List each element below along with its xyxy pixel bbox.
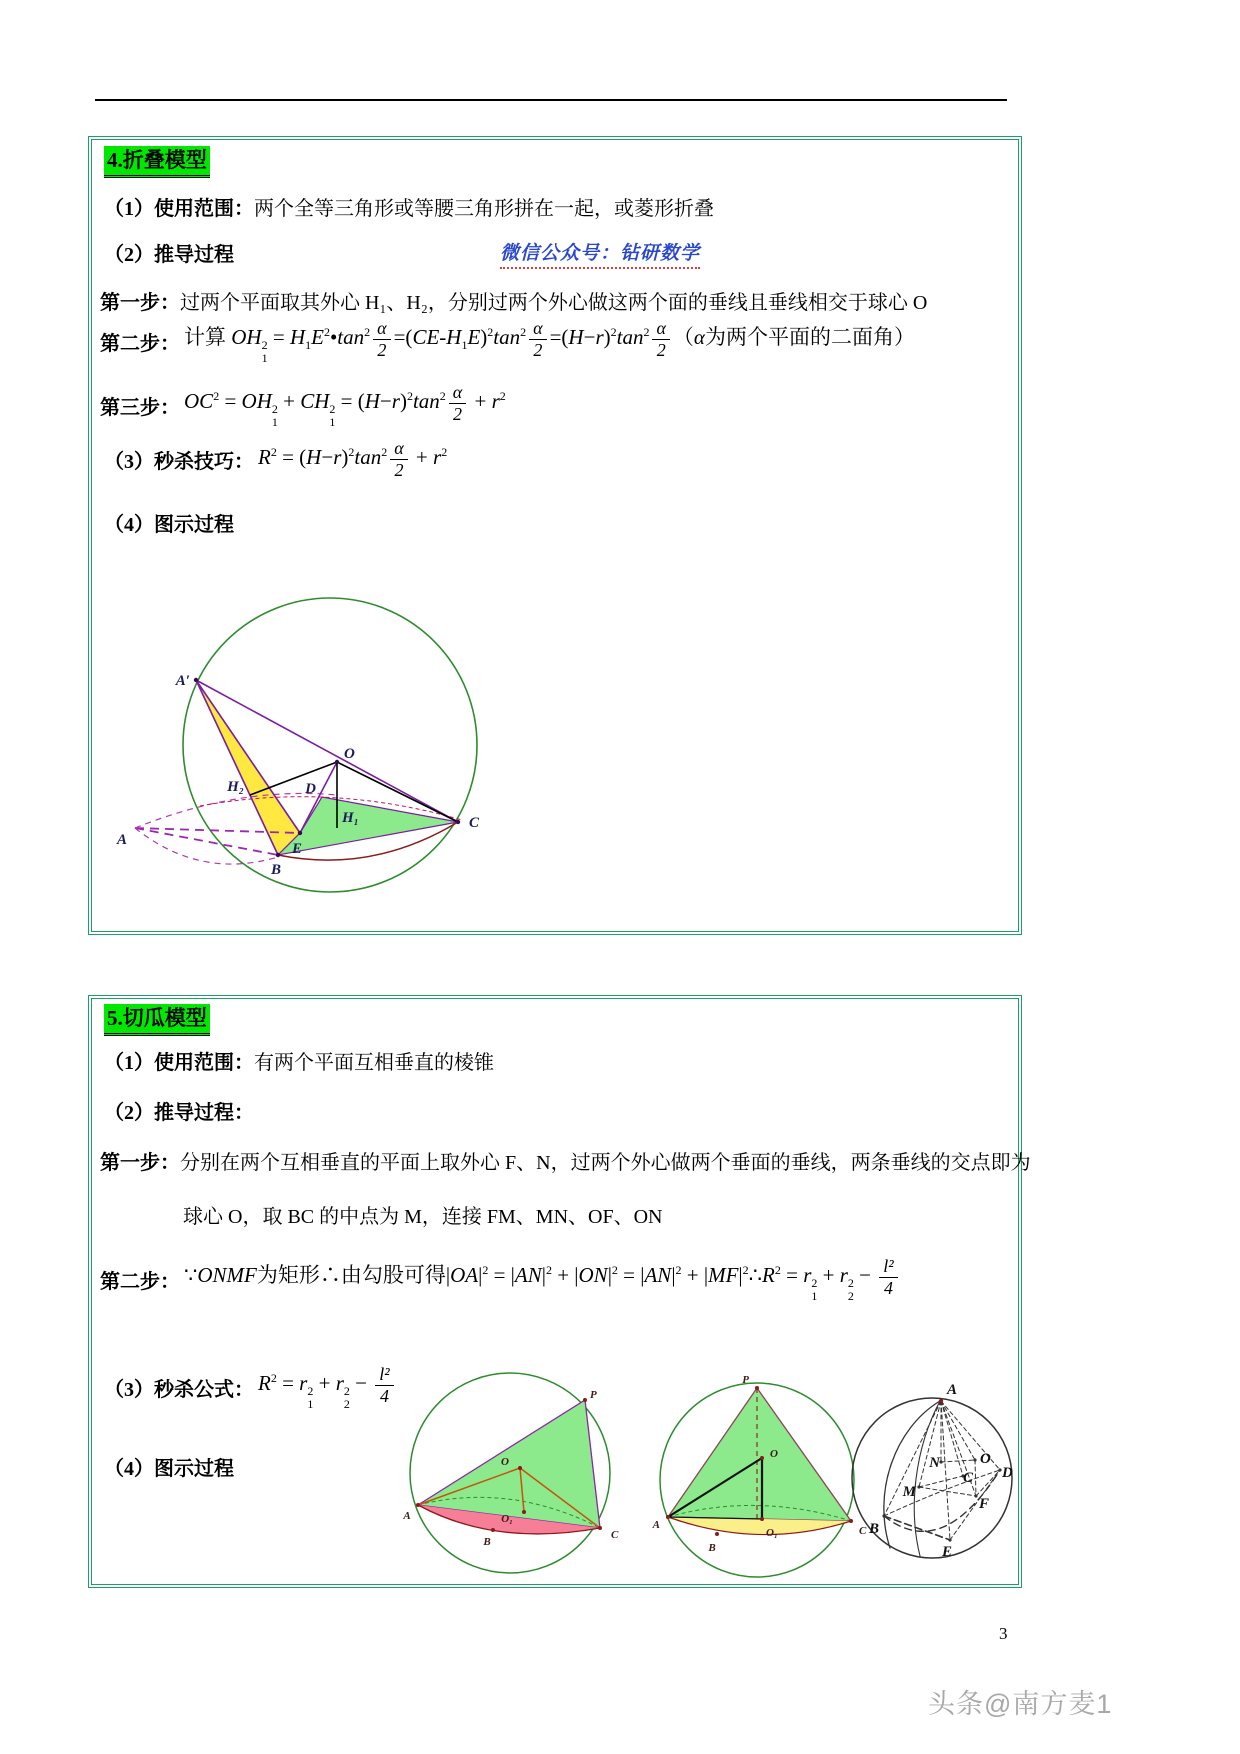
melon-figure-1 — [402, 1373, 619, 1573]
section5-item4 — [104, 1452, 234, 1481]
section4-step1-label: 第一步： — [100, 292, 180, 314]
section4-step3-label: 第三步： — [100, 396, 180, 419]
label-B: B — [270, 862, 282, 878]
section5-item2-label: （2）推导过程： — [104, 1102, 254, 1124]
section5-item1-label: （1）使用范围： — [104, 1052, 254, 1074]
section4-step2-formula: 计算 OH 2 1 = $H_1E^2•\tan^2$ $\frac{\alpha}{2}$ $=(CE-H_1E)^2\tan^2$ $\frac{\alpha}{2}$ $=(H-r)^2\tan^2$ $\frac{\alpha}{2}$ （α为两个平面的二面角） — [184, 318, 915, 365]
section4-item4 — [104, 508, 234, 537]
label-O: O — [344, 746, 355, 762]
section5-item3 — [104, 1364, 397, 1410]
melon-figure-3-sphere — [852, 1382, 1013, 1560]
section4-item1-text: 两个全等三角形或等腰三角形拼在一起，或菱形折叠 — [254, 198, 714, 220]
section5-item3-formula: $R^2 = r$ 2 1 + r 2 2 − $\frac{\text{l²}}{4}$ — [258, 1364, 397, 1410]
melon-model-diagrams — [395, 1370, 1020, 1582]
label-O-1: O — [501, 1456, 509, 1468]
label-D-3: D — [1002, 1465, 1013, 1481]
label-H2: H₂ — [227, 779, 244, 795]
label-P-2: P — [742, 1374, 749, 1386]
label-C-1: C — [611, 1529, 619, 1541]
dashed-pyramid-edges — [884, 1401, 1000, 1540]
section5-item4-label: （4）图示过程 — [104, 1458, 234, 1480]
label-B-3: B — [868, 1521, 879, 1537]
label-F-3: F — [979, 1496, 990, 1512]
label-H1: H₁ — [342, 810, 359, 826]
dashed-ellipse-lower — [135, 828, 278, 864]
section4-item2 — [104, 238, 234, 267]
section4-step1-text: 过两个平面取其外心 H₁、H₂，分别过两个外心做这两个面的垂线且垂线相交于球心 O — [180, 292, 928, 314]
section4-item1-label: （1）使用范围： — [104, 198, 254, 220]
section5-item3-label: （3）秒杀公式： — [104, 1378, 254, 1401]
label-O-2: O — [770, 1448, 778, 1460]
label-O-3: O — [980, 1451, 991, 1467]
label-A-3: A — [947, 1382, 958, 1398]
section4-item2-label: （2）推导过程 — [104, 244, 234, 266]
section4-item3-label: （3）秒杀技巧： — [104, 450, 254, 473]
section4-item3-formula: $R^2 = (H-r)^2\tan^2$ $\frac{\alpha}{2}$ + $r^2$ — [258, 438, 448, 480]
watermark: 头条@南方麦1 — [928, 1689, 1113, 1719]
section5-step2 — [100, 1256, 901, 1302]
page-number: 3 — [999, 1624, 1008, 1643]
section5-step1-text1: 分别在两个互相垂直的平面上取外心 F、N，过两个外心做两个垂面的垂线，两条垂线的交点即为 — [180, 1152, 1031, 1174]
melon-figure-2 — [652, 1374, 867, 1577]
label-C-3: C — [963, 1470, 974, 1486]
section4-step3 — [100, 382, 506, 428]
label-O1-2: O₁ — [766, 1527, 778, 1539]
label-B-1: B — [483, 1536, 491, 1548]
header-rule — [95, 99, 1007, 101]
label-A-2: A — [652, 1519, 660, 1531]
label-A-prime: A′ — [175, 673, 190, 689]
yellow-folded-triangle — [196, 680, 303, 857]
section5-item2 — [104, 1096, 254, 1125]
label-N-3: N — [929, 1455, 940, 1471]
label-A: A — [116, 832, 128, 848]
section5-item1-text: 有两个平面互相垂直的棱锥 — [254, 1052, 494, 1074]
label-D: D — [305, 781, 316, 797]
dots-3 — [939, 1399, 943, 1403]
section4-item3 — [104, 438, 447, 480]
section5-step1-label: 第一步： — [100, 1152, 180, 1174]
section5-step1-line1 — [100, 1146, 1031, 1175]
meridian-arc-2 — [914, 1401, 940, 1556]
section4-step1 — [100, 286, 927, 315]
section5-title: 5.切瓜模型 — [104, 1004, 210, 1036]
label-M-3: M — [902, 1484, 916, 1500]
green-base-triangle — [278, 797, 458, 855]
label-P-1: P — [590, 1389, 597, 1401]
section4-item1 — [104, 192, 714, 221]
label-A-1: A — [403, 1510, 411, 1522]
section5-step1-line2 — [183, 1200, 663, 1229]
section5-step2-label: 第二步： — [100, 1270, 180, 1293]
wechat-account-note: 微信公众号：钻研数学 — [500, 238, 700, 269]
label-O1-1: O₁ — [501, 1513, 513, 1525]
section5-step2-formula: ∵ONMF为矩形∴由勾股可得$|OA|^2 = |AN|^2 + |ON|^2 = |AN|^2$ + $|MF|^2\therefore R^2 = r$ 2 1 + r 2 2 − $\frac{\text{l²}}{4}$ — [184, 1256, 901, 1302]
section4-title: 4.折叠模型 — [104, 146, 210, 178]
label-E-3: E — [941, 1544, 953, 1560]
section5-item1 — [104, 1046, 494, 1075]
label-C: C — [469, 815, 480, 831]
section4-step2 — [100, 318, 915, 364]
fold-model-diagram — [110, 550, 510, 915]
label-B-2: B — [708, 1542, 716, 1554]
section4-step2-label: 第二步： — [100, 332, 180, 355]
label-C-2: C — [859, 1525, 867, 1537]
section4-item4-label: （4）图示过程 — [104, 514, 234, 536]
section4-step3-formula: $OC^2$ = OH 2 1 + CH 2 1 = $(H-r)^2\tan^2$ $\frac{\alpha}{2}$ + $r^2$ — [184, 382, 506, 429]
label-E: E — [291, 841, 303, 857]
section5-step1-text2: 球心 O，取 BC 的中点为 M，连接 FM、MN、OF、ON — [183, 1206, 663, 1228]
